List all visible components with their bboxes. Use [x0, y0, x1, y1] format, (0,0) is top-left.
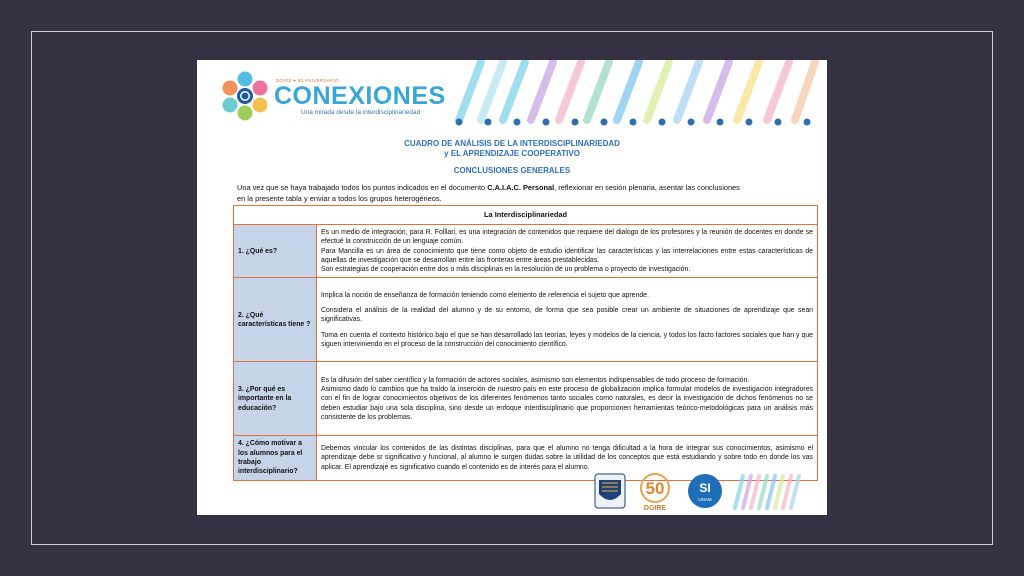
fifty-label: 50: [645, 479, 665, 498]
table-header: La Interdisciplinariedad: [234, 206, 818, 225]
answer-paragraph: Asimismo dado lo cambios que ha traído la inserción de nuestro país en este proceso de globalización implica formular modelos de investigación integradores con el fin de lograr conocimientos objetivos de los diferentes fenómenos tanto sociales como naturales, es decir la investigación de dichos fenómenos no se deben estudiar bajo una sola disciplina, sino desde un enfoque interdisciplinario que proporcionen herramientas teórico-metodológicas para un análisis más consistente de los problemas.: [321, 386, 813, 421]
conexiones-logo-icon: [215, 66, 275, 126]
intro-post: , reflexionar en sesión plenaria, asentar las conclusiones: [554, 183, 740, 192]
anniversary-label: DGIRE ● 50 ANIVERSARIO: [276, 78, 339, 83]
answer-paragraph: Debemos vincular los contenidos de las distintas disciplinas, para que el alumno no tenga dificultad a la hora de integrar sus conocimientos, asimismo el aprendizaje debe sr significativo y funcional, al alumno le surgen dudas sobre la utilidad de los conceptos que está estudiando y sobre todo en donde los vas aplicar. El aprendizaje es significativo cuando el contenido es de interés para el alumno.: [321, 445, 813, 471]
si-sub-label: UNAM: [698, 497, 712, 502]
intro-text: [237, 183, 797, 204]
table-row: [234, 362, 818, 436]
dgire-label: DGIRE: [643, 505, 667, 512]
analysis-table: [233, 205, 818, 481]
decorative-stripes: [451, 60, 821, 128]
table-row: [234, 278, 818, 362]
answer-paragraph: Para Mancilla es un área de conocimiento que tiene como objeto de estudio identificar las características y las interrelaciones entre estas características de aquellas de investigación que se desarrollan entre las fronteras entre áreas prestablecidas.: [321, 247, 813, 264]
fifty-dgire-logo-icon: [641, 474, 669, 512]
intro-line2: en la presente tabla y enviar a todos los grupos heterogéneos.: [237, 193, 442, 203]
intro-pre: Una vez que se haya trabajado todos los puntos indicados en el documento: [237, 183, 488, 192]
answer-cell: [317, 362, 818, 436]
answer-paragraph: Es un medio de integración, para R. Folllari, es una integración de contenidos que requiere del dialogo de los profesores y la reunión de docentes en donde se efectué la construcción de un lenguaje común.: [321, 229, 813, 246]
question-cell: 3. ¿Por qué es importante en la educación?: [234, 362, 317, 436]
footer-logos: [593, 470, 813, 512]
answer-paragraph: Toma en cuenta el contexto histórico bajo el que se han desarrollado las teorías, leyes y modelos de la ciencia, y todos los facto factores sociales que han y que siguen interviniendo en el proceso de la construcción del conocimiento científico.: [321, 331, 813, 348]
document-page: [197, 60, 827, 515]
question-cell: 1. ¿Qué es?: [234, 225, 317, 278]
document-subtitle: CONCLUSIONES GENERALES: [453, 166, 571, 175]
unam-shield-icon: [595, 474, 625, 508]
si-label: SI: [699, 481, 711, 495]
answer-cell: [317, 278, 818, 362]
answer-paragraph: Es la difusión del saber científico y la formación de actores sociales, asimismo son elementos indispensables de todo proceso de formación.: [321, 376, 750, 384]
document-title-line2: y EL APRENDIZAJE COOPERATIVO: [444, 149, 580, 158]
si-unam-logo-icon: [688, 474, 722, 508]
question-cell: 4. ¿Cómo motivar a los alumnos para el trabajo interdisciplinario?: [234, 436, 317, 480]
document-title-line1: CUADRO DE ANÁLISIS DE LA INTERDISCIPLINARIEDAD: [404, 139, 620, 148]
brand-title: CONEXIONES: [274, 82, 446, 110]
footer-stripes-icon: [735, 476, 799, 508]
table-header-row: [234, 206, 818, 225]
question-cell: [234, 278, 317, 362]
answer-paragraph: Son estrategias de cooperación entre dos o más disciplinas en la resolución de un problema o proyecto de investigación.: [321, 266, 691, 274]
answer-paragraph: Implica la noción de enseñanza de formación teniendo como elemento de referencia el sujeto que aprende.: [321, 291, 649, 299]
brand-subtitle: Una mirada desde la interdisciplinariedad: [301, 109, 421, 116]
table-row: [234, 225, 818, 278]
intro-bold: C.A.I.A.C. Personal: [487, 183, 555, 192]
answer-paragraph: Considera el análisis de la realidad del alumno y de su entorno, de forma que sea posible crear un ambiente de situaciones de aprendizaje que sean significativas.: [321, 307, 813, 324]
question-text: 2. ¿Qué características tiene ?: [238, 311, 311, 328]
answer-cell: [317, 225, 818, 278]
